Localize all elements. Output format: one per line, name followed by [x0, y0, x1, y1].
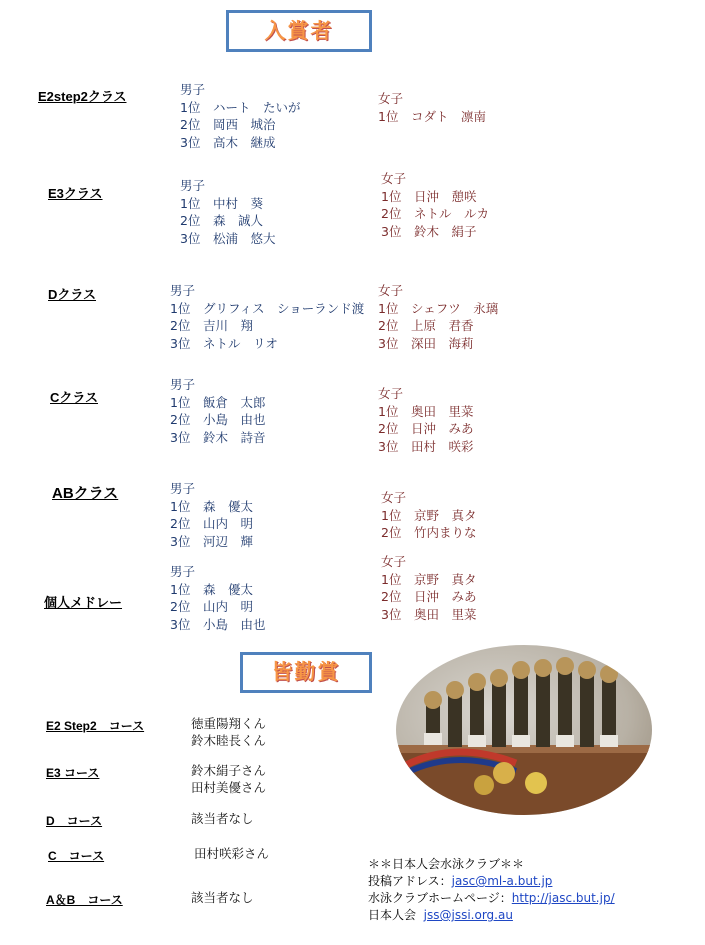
trophy-photo — [396, 645, 652, 815]
rank-item: 2位 竹内まりな — [381, 525, 477, 540]
rank-item: 3位 鈴木 詩音 — [170, 429, 266, 445]
rank-item: 2位 上原 君香 — [378, 318, 474, 333]
class-label-medley: 個人メドレー — [44, 595, 123, 610]
rank-item: 3位 小島 由也 — [170, 616, 266, 632]
boys-results-e3 — [180, 177, 275, 247]
rank-item: 3位 高木 継成 — [180, 134, 276, 150]
student-name: 田村美優さん — [191, 780, 267, 795]
attendance-names-e3 — [191, 762, 266, 796]
rank-item: 2位 日沖 みあ — [378, 421, 474, 436]
homepage-line — [368, 890, 615, 907]
girls-label: 女子 — [381, 490, 407, 505]
rank-item: 3位 奥田 里菜 — [381, 606, 477, 622]
rank-item: 1位 京野 真タ — [381, 571, 477, 587]
homepage-link[interactable]: http://jasc.but.jp/ — [511, 891, 615, 905]
rank-item: 2位 ネトル ルカ — [381, 206, 489, 221]
boys-label: 男子 — [170, 564, 196, 579]
awards-title: 入賞者 — [226, 10, 372, 52]
rank-item: 2位 岡西 城治 — [180, 117, 276, 132]
student-name: 鈴木絹子さん — [191, 763, 267, 778]
class-label-e3: E3クラス — [48, 186, 103, 201]
boys-label: 男子 — [180, 82, 206, 97]
student-name: 該当者なし — [191, 890, 254, 905]
boys-label: 男子 — [170, 481, 196, 496]
rank-item: 3位 深田 海莉 — [378, 335, 474, 351]
rank-item: 1位 中村 葵 — [180, 195, 263, 211]
rank-item: 2位 小島 由也 — [170, 412, 266, 427]
girls-results-c — [378, 385, 473, 455]
class-label-e2step2: E2step2クラス — [38, 89, 127, 104]
boys-results-e2step2 — [180, 81, 300, 151]
student-name: 鈴木睦長くん — [191, 733, 267, 748]
rank-item: 3位 田村 咲彩 — [378, 438, 474, 454]
trophy-illustration — [396, 645, 652, 815]
post-address-label: 投稿アドレス： — [368, 874, 452, 888]
class-label-c: Cクラス — [50, 390, 98, 405]
class-label-d: Dクラス — [48, 287, 96, 302]
boys-label: 男子 — [170, 283, 196, 298]
attendance-names-d — [191, 810, 254, 827]
girls-label: 女子 — [378, 386, 404, 401]
rank-item: 2位 吉川 翔 — [170, 318, 253, 333]
homepage-label: 水泳クラブホームページ： — [368, 891, 512, 905]
rank-item: 1位 日沖 憩咲 — [381, 188, 477, 204]
rank-item: 1位 グリフィス ショーランド渡 — [170, 300, 365, 316]
student-name: 該当者なし — [191, 811, 254, 826]
attendance-names-c — [194, 845, 269, 862]
rank-item: 1位 奥田 里菜 — [378, 403, 474, 419]
rank-item: 3位 河辺 輝 — [170, 533, 253, 549]
rank-item: 1位 森 優太 — [170, 498, 253, 514]
rank-item: 1位 飯倉 太郎 — [170, 394, 266, 410]
boys-results-medley — [170, 563, 265, 633]
boys-results-ab — [170, 480, 253, 550]
boys-label: 男子 — [170, 377, 196, 392]
course-label-e3: E3 コース — [46, 766, 100, 780]
attendance-names-e2step2 — [191, 715, 266, 749]
girls-label: 女子 — [378, 91, 404, 106]
girls-label: 女子 — [381, 554, 407, 569]
course-label-ab: A＆B コース — [46, 893, 123, 907]
rank-item: 2位 山内 明 — [170, 516, 253, 531]
girls-results-d — [378, 282, 498, 352]
rank-item: 1位 京野 真タ — [381, 507, 477, 523]
girls-results-medley — [381, 553, 476, 623]
course-label-d: D コース — [46, 814, 103, 828]
girls-results-ab — [381, 489, 476, 542]
club-name: ＊＊日本人会水泳クラブ＊＊ — [368, 857, 525, 871]
attendance-names-ab — [191, 889, 254, 906]
rank-item: 3位 ネトル リオ — [170, 335, 278, 351]
student-name: 徳重陽翔くん — [191, 716, 267, 731]
post-email-link[interactable]: jasc@ml-a.but.jp — [451, 874, 553, 888]
rank-item: 1位 ハート たいが — [180, 99, 301, 115]
student-name: 田村咲彩さん — [194, 846, 270, 861]
rank-item: 1位 シェフツ 永璃 — [378, 300, 499, 316]
girls-results-e2step2 — [378, 90, 486, 125]
course-label-c: C コース — [48, 849, 105, 863]
rank-item: 1位 コダト 凛南 — [378, 108, 486, 124]
post-address-line — [368, 873, 615, 890]
association-label: 日本人会 — [368, 908, 417, 922]
rank-item: 1位 森 優太 — [170, 581, 253, 597]
girls-label: 女子 — [381, 171, 407, 186]
rank-item: 3位 松浦 悠大 — [180, 230, 276, 246]
rank-item: 3位 鈴木 絹子 — [381, 223, 477, 239]
attendance-title: 皆勤賞 — [240, 652, 372, 693]
girls-results-e3 — [381, 170, 489, 240]
rank-item: 2位 森 誠人 — [180, 213, 263, 228]
club-contact — [368, 856, 615, 924]
rank-item: 2位 日沖 みあ — [381, 589, 477, 604]
boys-label: 男子 — [180, 178, 206, 193]
boys-results-c — [170, 376, 265, 446]
association-email-link[interactable]: jss@jssi.org.au — [423, 908, 513, 922]
boys-results-d — [170, 282, 364, 352]
rank-item: 2位 山内 明 — [170, 599, 253, 614]
class-label-ab: ABクラス — [52, 485, 119, 502]
course-label-e2step2: E2 Step2 コース — [46, 719, 145, 733]
girls-label: 女子 — [378, 283, 404, 298]
association-line — [368, 907, 615, 924]
